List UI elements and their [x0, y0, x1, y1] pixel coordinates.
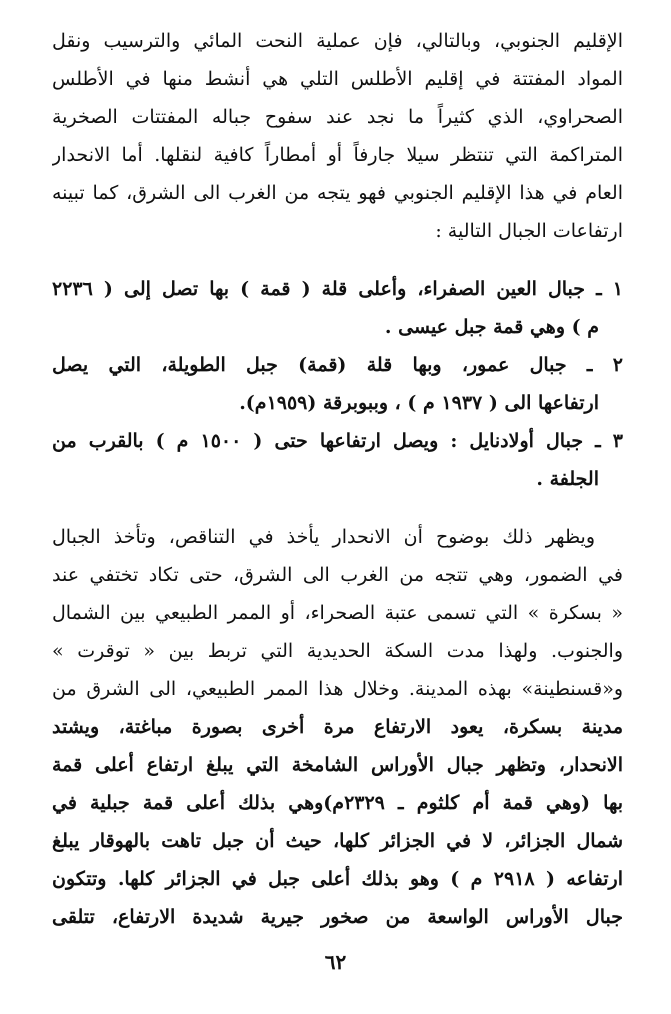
list-item-line: ٣ ـ جبال أولادنايل : ويصل ارتفاعها حتى ( ١٥٠٠ م ) بالقرب من — [52, 430, 623, 452]
text-line: ارتفاعه ( ٢٩١٨ م ) وهو بذلك أعلى جبل في الجزائر كلها. وتتكون — [52, 868, 623, 890]
spacer — [52, 498, 623, 518]
text-line: الانحدار، وتظهر جبال الأوراس الشامخة التي يبلغ ارتفاع أعلى قمة — [52, 754, 623, 776]
text-line: العام في هذا الإقليم الجنوبي فهو يتجه من الغرب الى الشرق، كما تبينه — [52, 182, 623, 204]
list-item — [52, 270, 623, 346]
text-line: المتراكمة التي تنتظر سيلا جارفاً أو أمطاراً كافية لنقلها. أما الانحدار — [52, 144, 623, 166]
text-line: بها (وهي قمة أم كلثوم ـ ٢٣٢٩م)وهي بذلك أعلى قمة جبلية في — [52, 792, 623, 814]
text-line: جبال الأوراس الواسعة من صخور جيرية شديدة الارتفاع، تتلقى — [52, 906, 623, 928]
text-line: « بسكرة » التي تسمى عتبة الصحراء، أو الممر الطبيعي بين الشمال — [52, 602, 623, 624]
text-line: و«قسنطينة» بهذه المدينة. وخلال هذا الممر الطبيعي، الى الشرق من — [52, 678, 623, 700]
text-line: في الضمور، وهي تتجه من الغرب الى الشرق، حتى تكاد تختفي عند — [52, 564, 623, 586]
list-item — [52, 346, 623, 422]
list-item-line: الجلفة . — [536, 468, 599, 490]
paragraph-intro — [52, 22, 623, 250]
text-line: الصحراوي، الذي كثيراً ما نجد عند سفوح جباله المفتتات الصخرية — [52, 106, 623, 128]
list-item-line: ١ ـ جبال العين الصفراء، وأعلى قلة ( قمة ) بها تصل إلى ( ٢٢٣٦ — [52, 278, 623, 300]
mountain-list — [52, 270, 623, 498]
spacer — [52, 250, 623, 270]
text-line: شمال الجزائر، لا في الجزائر كلها، حيث أن جبل تاهت بالهوقار يبلغ — [52, 830, 623, 852]
text-line: المواد المفتتة في إقليم الأطلس التلي هي أنشط منها في الأطلس — [52, 68, 623, 90]
list-item — [52, 422, 623, 498]
list-item-line: ٢ ـ جبال عمور، وبها قلة (قمة) جبل الطويلة، التي يصل — [52, 354, 623, 376]
text-line: ارتفاعات الجبال التالية : — [435, 220, 623, 242]
list-item-line: ارتفاعها الى ( ١٩٣٧ م ) ، وببوبرقة (١٩٥٩م). — [239, 392, 599, 414]
page-number: ٦٢ — [324, 950, 347, 974]
list-item-line: م ) وهي قمة جبل عيسى . — [384, 316, 599, 338]
text-line: ويظهر ذلك بوضوح أن الانحدار يأخذ في التناقص، وتأخذ الجبال — [52, 526, 595, 548]
paragraph-main — [52, 518, 623, 936]
text-line: والجنوب. ولهذا مدت السكة الحديدية التي تربط بين « توقرت » — [52, 640, 623, 662]
text-line: الإقليم الجنوبي، وبالتالي، فإن عملية النحت المائي والترسيب ونقل — [52, 30, 623, 52]
text-line: مدينة بسكرة، يعود الارتفاع مرة أخرى بصورة مباغتة، ويشتد — [52, 716, 623, 738]
